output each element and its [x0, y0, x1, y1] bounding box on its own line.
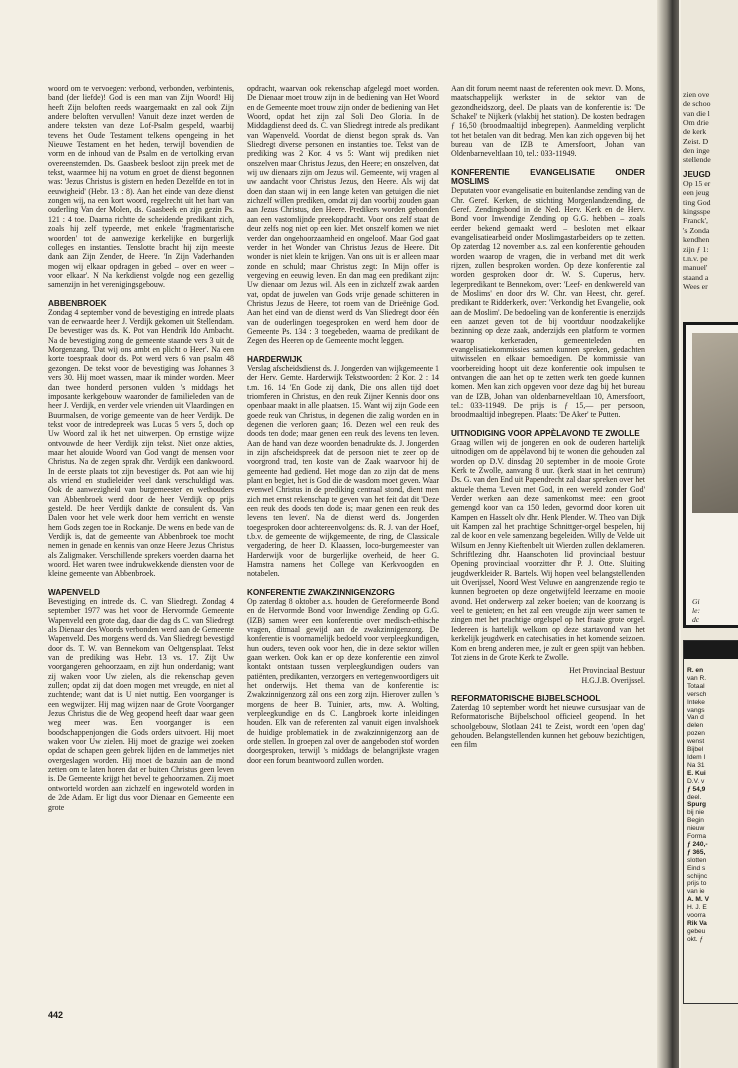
section-body-wapenveld: Bevestiging en intrede ds. C. van Sliedregt. Zondag 4 september 1977 was het voor de Hervormde Gemeente Wapenveld een grote dag, daar die dag ds C. van Sliedregt als Dienaar des Woords verbonden werd aan de Gemeente Wapenveld. Des morgens werd ds. Van Sliedregt bevestigd door ds. T. W. van Bennekom van Oeltgensplaat. Tekst van de prediking was Hebr. 13 vs. 17. Zijt Uw voorgangeren gehoorzaam, en zijt hun onderdanig; want zij waken voor Uw zielen, als die rekenschap geven zullen; opdat zij dat doen mogen met vreugde, en niet al zuchtende; want dat is U niet nuttig. Een voorganger is een wegwijzer. Hij mag wijzen naar de Grote Voorganger Jezus Christus die de Weg geopend heeft daar waar geen weg meer was. Een voorganger is een boodschappenjongen die Gods orders uitvoert. Hij moet waken voor Uw zielen. Hij moet de grazige wei zoeken opdat de schapen geen gebrek lijden en de lammetjes niet overgeslagen worden. Hij moet de bazuin aan de mond zetten om te laten horen dat er buiten Christus geen leven is. De Gemeente krijgt het bevel te gehoorzamen. Zij moet ontworteld worden aan zichzelf en ingewoteld worden in de 2de Adam. Er ligt dus voor Dienaar en Gemeente een grote	[48, 596, 234, 812]
stub-line: van die l	[683, 108, 710, 118]
advert-line: H. J. E	[687, 904, 707, 912]
advert-line: pozen	[687, 730, 705, 738]
stub-line: Zeist. D	[683, 136, 709, 146]
caption-line: dc	[692, 615, 700, 624]
advert-line: Spurg	[687, 801, 707, 809]
advert-line: prijs to	[687, 880, 707, 888]
section-heading-wapenveld: WAPENVELD	[48, 587, 100, 597]
section-body-appelavond: Graag willen wij de jongeren en ook de ouderen hartelijk uitnodigen om de appèlavond bij te wonen die gehouden zal worden op D.V. dinsdag 20 september in de mooie Grote Kerk te Zwolle, aanvang 8 uur. (kerk staat in het centrum) Ds. G. van den End uit Papendrecht zal daar spreken over het aktuele thema 'Leven met God, in een wereld zonder God' Verder werken aan deze samenkomst mee: een groot gemengd koor van ca 150 leden, gevormd door koren uit Kampen en Hasselt olv dhr. Henk Plender. W. Theo van Dijk uit Kampen zal het prachtige Schnittger-orgel bespelen, hij zal de koor en vele samenzang begeleiden. Willy de Velde uit Wilsum en Jenny Kieftenbelt uit Wierden zullen deklameren. Schriftlezing dhr. Haanschoten lid provinciaal bestuur Opening provinciaal voorzitter dhr P. J. Otte. Sluiting jeugdwerkleider R. Bartels. Wij hopen veel belangstellenden uit Overijssel, Noord West Veluwe en aangrenzende regio te kunnen begroeten op deze ongetwijfeld leerzame en mooie avond. Het onderwerp zal zeker boeien; van de koorzang is veel te genieten; en het zal een vreugde zijn weer samen te zingen met het prachtige orgelspel op het fraaie grote orgel. Iedereen is hartelijk welkom op deze startavond van het kerkelijk jeugdwerk en catechisaties in het komende seizoen. Kom en breng anderen mee, je zult er geen spijt van hebben. Tot ziens in de Grote Kerk te Zwolle.	[451, 437, 645, 662]
advert-line: E. Kui	[687, 769, 706, 777]
column-middle	[247, 84, 439, 1002]
stub-line: Wees er	[683, 281, 708, 291]
caption-line: le:	[692, 606, 701, 615]
photo-image	[692, 333, 738, 513]
article-continuation-text: woord om te vervoegen: verbond, verbonden, verbintenis, band (der liefde)! God is een man van Zijn Woord! Hij heeft Zijn beloften reeds waargemaakt en zal ook Zijn andere beloften vervullen! Vanuit deze inzet werden de andere teksten van deze Lof-Psalm gespeld, waarbij tevens het Oude Testament telkens opengeing in het Nieuwe Testament en het heden, terwijl bovendien de vorm en de inhoud van de Psalm en de vertolking ervan overeenstemden. Ds. Gaasbeek besloot zijn preek met de tekst, waarmee hij na votum en groet de dienst begonnen was: 'Jezus Christus is gistern en heden Dezelfde en tot in eeuwigheid' (Hebr. 13 : 8). Aan het einde van deze dienst zongen wij, na een kort woord, regelrecht uit het hart van ouderling Van der Molen, ds. Gaasbeek en zijn gezin Ps. 121 : 4 toe. Daarna richtte de scheidende predikant zich, zoals hij zelf typeerde, met enkele 'fragmentarische woorden' tot de aanwezige kerkelijke en burgerlijk colleges en instanties. Tenslotte bracht hij zijn meeste dank aan Zijn Zender, de Heere. 'In Zijn Vaderhanden mogen wij elkaar opdragen in gebed – over en weer – voor elkaar'. N Na kerkdienst volgde nog een gezellig samenzijn in het verenigingsgebouw.	[48, 84, 234, 290]
advert-text	[687, 667, 709, 944]
advert-line: nieuw	[687, 825, 705, 833]
stub-line: Franck',	[683, 216, 709, 226]
signature-line: H.G.J.B. Overijssel.	[581, 675, 645, 685]
stub-line: ting God	[683, 197, 711, 207]
advert-line: R. en	[687, 667, 704, 674]
section-body-abbenbroek: Zondag 4 september vond de bevestiging en intrede plaats van de eerwaarde heer J. Verdijk gekomen uit Stellendam. De bevestiger was ds. K. Pot van Hendrik Ido Ambacht. Na de bevestiging zong de gemeente staande vers 3 uit de Morgenzang. 'Dat wij ons ambt en plicht o Heer'. Na een korte toespraak door ds. Pot werd vers 6 van psalm 48 gezongen. De tekst voor de bevestiging was Johannes 3 vers 30. Hij moet wassen, maar ik minder worden. Meer dan twee honderd personen vulden 's middags het imposante kerkgebouw waaronder de familieleden van de heer J. Verdijk, en verder vele vrienden uit Vlaardingen en Buurmalsen, de vorige gemeente van de heer Verdijk. De tekst voor de intredepreek was Lucas 5 vers 5, doch op Uw Woord zal ik het net uitwerpen. Op ernstige wijze ontvouwde de heer Verdijk zijn tekst. Niet onze akties, maar het alouide Woord van God vangt de mensen voor Christus. Na de zegen sprak dhr. Verdijk een dankwoord. In de eerste plaats tot zijn bevestiger ds. Pot aan wie hij als vriend en studieleider veel dank verschuldigd was. Ook de aanwezigheid van burgemeester en wethouders van Abbenbroek werd door de heer Verdijk op prijs gesteld. De heer Verdijk dankte de consulent ds. Van Dalen voor het vele werk door hem verricht en wenste hem Gods zegen toe in Rockanje. De wens en bede van de Verdijk is, dat de gemeente van Abbenbroek toe mocht nemen in genade en kennis van onze Heere Jezus Christus als Zaligmaker. Verschillende sprekers voerden daarna het woord. Het waren twee indrukwekkende diensten voor de kleine gemeente van Abbenbroek.	[48, 307, 234, 579]
stub-line: de schoo	[683, 99, 711, 109]
advert-line: Bijbel	[687, 746, 704, 754]
advert-line: wenst	[687, 738, 705, 746]
adjacent-page-edge	[681, 0, 738, 1068]
advert-line: schijnc	[687, 872, 708, 880]
advert-line: okt. ƒ	[687, 935, 704, 943]
caption-line: Gi	[692, 597, 700, 606]
section-heading-zwakzinnigenzorg: KONFERENTIE ZWAKZINNIGENZORG	[247, 587, 395, 597]
stub-line: zijn ƒ 1:	[683, 244, 709, 254]
advert-line: ƒ 54,9	[687, 785, 706, 793]
section-heading-harderwijk: HARDERWIJK	[247, 354, 303, 364]
stub-heading: JEUGD	[683, 169, 711, 179]
advert-line: Rik Va	[687, 920, 707, 927]
advert-line: Van d	[687, 714, 704, 722]
photo-caption	[692, 597, 700, 624]
advert-line: slotten	[687, 856, 707, 864]
stub-line: de kerk	[683, 127, 707, 137]
adjacent-page-text	[683, 90, 738, 291]
stub-line: Op 15 er	[683, 179, 711, 189]
section-body-harderwijk: Verslag afscheidsdienst ds. J. Jongerden van wijkgemeente 1 der Herv. Gemte. Harderwijk Tekstwoorden: 2 Kor. 2 : 14 t.m. 16. 14 'En Gode zij dank, Die ons allen tijd doet triomferen in Christus, en den reuk Zijner Kennis door ons openbaar maakt in alle plaatsen. 15. Want wij zijn Gode een goede reuk van Christus, in degenen die zalig worden en in degenen die verloren gaan; 16. Dezen wel een reuk des doods ten dode; maar genen een reuk des levens ten leven. Aan de hand van deze woorden benadrukte ds. J. Jongerden in zijn afscheidspreek dat de persoon niet te zeer op de voorgrond trad, ten koste van de Zaak waarvoor hij de gemeente had gediend. Het moge dan zo zijn dat de mens plant en begiet, het is God die de wasdom moet geven. Waar evenwel Christus in de prediking centraal stond, dient men zich met ernst rekenschap te geven van het feit dat dit 'Deze een reuk des doods ten dode is; maar genen een reuk des levens ten leven'. Na de dienst werd ds. Jongerden toegesproken door achtereenvolgens: ds. R. J. van der Hoef, t.b.v. de gemeente de wijkgemeente, de ring, de Classicale vergadering, de heer D. Klaassen, loco-burgemeester van Harderwijk voor de burgerlijke overheid, de heer G. Hamstra namens het College van Kerkvoogden en notabelen.	[247, 363, 439, 579]
signature-line: Het Provinciaal Bestuur	[569, 666, 645, 676]
page-number: 442	[48, 1010, 64, 1020]
stub-line: kendhen	[683, 235, 710, 245]
page-gutter-fold	[657, 0, 679, 1068]
section-heading-evangelisatie: KONFERENTIE EVANGELISATIE ONDER MOSLIMS	[451, 167, 645, 186]
advert-line: van ie	[687, 888, 705, 896]
stub-line: t.n.v. pe	[683, 253, 708, 263]
advert-line: A. M. V	[687, 896, 709, 904]
column-right	[451, 84, 645, 1002]
stub-line: kingsspe	[683, 207, 711, 217]
advert-line: Begin	[687, 817, 704, 825]
advert-header-bar	[684, 641, 738, 659]
section-heading-bijbelschool: REFORMATORISCHE BIJBELSCHOOL	[451, 693, 601, 703]
column-left	[48, 84, 234, 1002]
advert-box	[683, 640, 738, 1004]
section-body-bijbelschool: Zaterdag 10 september wordt het nieuwe cursusjaar van de Reformatorische Bijbelschool officieel geopend. In het schoolgebouw, Slotlaan 241 te Zeist, wordt een 'open dag' gehouden. Belangstellenden kunnen het gebouw bezichtigen, een film	[451, 703, 645, 750]
section-body-zwakzinnigenzorg: Op zaterdag 8 oktober a.s. houden de Gereformeerde Bond en de Hervormde Bond voor Inwendige Zending op G.G. (IZB) samen weer een konferentie over medisch-ethische vragen, ditmaal gewijd aan de zwakzinnigenzorg. De konferentie is voornamelijk bedoeld voor verpleegkundigen, hun ouders, teven ook voor hen, die in deze sektor willen gaan werken. Ook kan er op deze konferentie een zinvol kontakt ontstaan tussen verpleegkundigen ouders van patiënten, predikanten, verzorgers en vertegenwoordigers uit het onderwijs. Het thema van de konferentie is: Zwakzinnigenzorg zál ons een zorg zijn. Hierover zullen 's morgens de heer B. Tuinier, arts, mw. A. Wolting, verpleegkundige en ds C. Langbroek korte inleidingen houden. Elk van de referenten zal vanuit eigen invalshoek de huidige problematiek in de zwakzinnigenzorg aan de orde stellen. In groepen zal over de aangeboden stof worden doorgesproken, terwijl 's middags de belangrijkste vragen door een forum beantwoord zullen worden.	[247, 596, 439, 765]
advert-line: deel.	[687, 793, 702, 801]
advert-line: versch	[687, 690, 707, 698]
stub-line: stellende	[683, 155, 711, 165]
stub-line: den inge	[683, 146, 710, 156]
stub-line: manuel'	[683, 263, 708, 273]
advert-line: delen	[687, 722, 704, 730]
photo-frame	[683, 322, 738, 628]
advert-line: bij nie	[687, 809, 705, 817]
advert-line: Inteke	[687, 698, 705, 706]
section-body-evangelisatie: Deputaten voor evangelisatie en buitenlandse zending van de Chr. Geref. Kerken, de stichting Morgenlandzending, de Geref. Zendingsbond in de Ned. Herv. Kerk en de Herv. Bond voor Inwendige Zending op G.G. hebben – zoals eerder bekend gemaakt werd – besloten met elkaar evangelisatiearbeid onder Moslimgastarbeiders op te zetten. Op zaterdag 12 november a.s. zal een konferentie gehouden worden waarop de vragen, die in verband met dit werk rijzen, zullen besproken worden. Op deze konferentie zal worden gesproken door dr. W. S. Cuperus, herv. legerpredikant te Bennekom, over: 'Leef- en denkwereld van de Moslims' en door drs W. Chr. van Heest, chr. geref. predikant te Ridderkerk, over: 'Verkondig het Evangelie, ook aan de Moslim'. De bedoeling van de konferentie is enerzijds een aanzet geven tot de bij voortduur noodzakelijke bezinning op deze zaak, anderzijds een platform te vormen waarop kerkeraden, gemeenteleden en evangelisatiekommissies samen kunnen spreken, gedachten uitwisselen en elkaar bemoedigen. De kommissie van voorbereiding hoopt uit deze konferentie ook impulsen te ontvangen die aan het op te zetten werk ten goede kunnen komen. Men kan zich opgeven voor deze dag bij het bureau van de IZB, Johan van oldenbarneveltlaan 10, Amersfoort, tel.: 033-11949. De prijs is ƒ 15,— per persoon, broodmaaltijd inbegrepen. Plaats: 'De Aker' te Putten.	[451, 186, 645, 420]
advert-line: Totaal	[687, 682, 705, 690]
article-continuation-text: opdracht, waarvan ook rekenschap afgelegd moet worden. De Dienaar moet trouw zijn in de bediening van Het Woord en de Gemeente moet trouw zijn onder de bediening van Het Woord, opdat het zijn zal Soli Deo Gloria. In de Middagdienst deed ds. C. van Sliedregt intrede als predikant van Wapenveld. Voordat de dienst begon sprak ds. Van Sliedregt diverse personen en instanties toe. Tekst van de prediking was 2 Kor. 4 vs 5: Want wij prediken niet onszelven maar Christus Jezus, den Heere; en onszelven, dat wij uw dienaars zijn om Jezus wil. Gemeente, wij vragen al uw aandacht voor Christus Jezus, den Heere. Als wij dat doen dan staan wij in een lange keten van getuigen die niet zichzelf willen prediken, omdat zij dan voorbij zouden gaan aan Jezus Christus, den Heere. Predikers worden gebonden aan een vastomlijnde preekopdracht. Voor ons zelf staat de deur zelfs nog niet op een kier. Met onszelf komen we niet verder dan ongehoorzaamheid en ongeloof. Maar God gaat verder in het Wonder van Christus Jezus de Heere. Dit wonder is niet klein te krijgen. Van ons uit is er alleen maar zonde en schuld; maar Christus zegt: In Mijn offer is vergeving en eeuwig leven. En dan mag een predikant zijn: Uw dienaar om Jezus wil. Als een in zichzelf zwak aarden vat, opdat de juwelen van Gods vrije genade schitteren in Christus Jezus de Heere, tot roem van de Drieënige God. Aan het eind van de dienst werd ds Van Sliedregt door één van de ouderlingen toegesproken en werd hem door de Gemeente Ps. 134 : 3 toegebeden, waarna de predikant de Zegen des Heeren op de Gemeente mocht leggen.	[247, 84, 439, 346]
advert-line: vangs	[687, 706, 705, 714]
advert-line: Eind s	[687, 864, 706, 872]
stub-line: Om drie	[683, 118, 709, 128]
advert-line: ƒ 365,	[687, 848, 706, 856]
stub-line: een jeug	[683, 188, 710, 198]
advert-line: van R.	[687, 674, 707, 682]
advert-line: D.V. v	[687, 777, 705, 785]
advert-line: voorra	[687, 912, 706, 920]
stub-line: 's Zonda	[683, 225, 710, 235]
advert-line: Idem I	[687, 753, 706, 761]
section-heading-appelavond: UITNODIGING VOOR APPÈLAVOND TE ZWOLLE	[451, 428, 640, 438]
stub-line: zien ove	[683, 90, 710, 99]
advert-line: Forma	[687, 833, 707, 841]
advert-line: Na 31	[687, 761, 705, 769]
section-heading-abbenbroek: ABBENBROEK	[48, 298, 107, 308]
stub-line: staand a	[683, 272, 709, 282]
advert-line: ƒ 240,-	[687, 840, 708, 848]
article-continuation-text: Aan dit forum neemt naast de referenten ook mevr. D. Mons, maatschappelijk werkster in de sektor van de gezondheidszorg, deel. De plaats van de konferentie is: 'De Schakel' te Nijkerk (vlakbij het station). De kosten bedragen ƒ 16,50 (broodmaaltijd inbegrepen). Aanmelding verplicht tot het betalen van dit bedrag. Men kan zich opgeven bij het bureau van de IZB te Amersfoort, Johan van Oldenbarneveltlaan 10, tel.: 033-11949.	[451, 84, 645, 159]
advert-line: gebeu	[687, 927, 706, 935]
